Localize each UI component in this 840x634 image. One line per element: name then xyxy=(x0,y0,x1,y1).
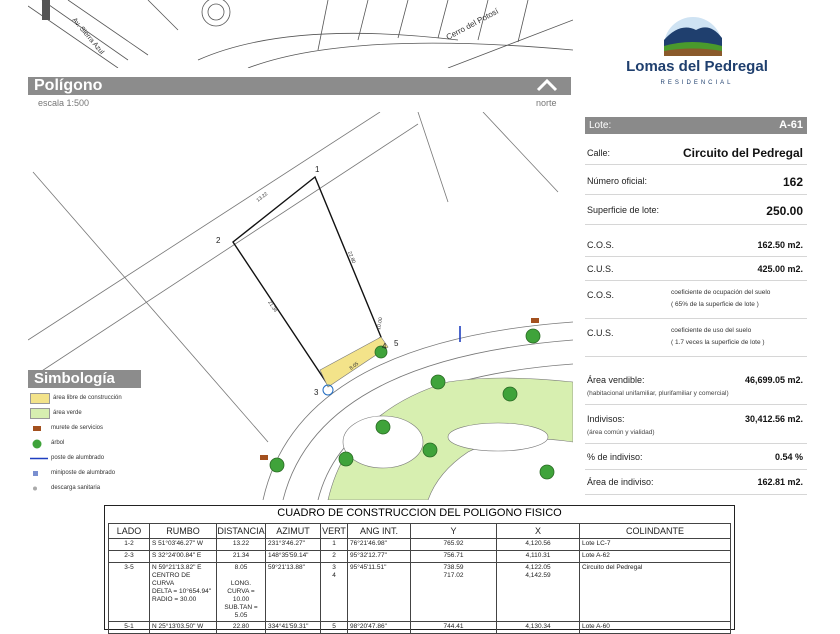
area-indiviso-label: Área de indiviso: xyxy=(587,477,654,487)
superficie-row xyxy=(585,197,807,225)
cell-x: 4,122.05 4,142.59 xyxy=(497,563,580,622)
calle-row xyxy=(585,140,807,165)
vertex-1: 1 xyxy=(315,165,320,174)
numero-value: 162 xyxy=(782,175,803,189)
cell-distancia: 8.05 LONG. CURVA = 10.00 SUB.TAN = 5.05 xyxy=(217,563,266,622)
indivisos-note: (área común y vialidad) xyxy=(587,429,655,436)
table-row xyxy=(109,551,731,563)
pct-indiviso-row xyxy=(585,447,807,470)
cell-colindante: Lote A-62 xyxy=(580,551,731,563)
calle-value: Circuito del Pedregal xyxy=(682,146,803,160)
light-pole-icon xyxy=(30,454,48,463)
cell-distancia: 21.34 xyxy=(217,551,266,563)
service-box-icon-2 xyxy=(260,455,268,460)
site-plan xyxy=(28,112,573,500)
side-length-2: 21.34 xyxy=(266,299,279,314)
service-box-icon xyxy=(531,318,539,323)
vendible-value: 46,699.05 m2. xyxy=(744,375,803,385)
indivisos-row xyxy=(585,409,807,444)
legend-item-pole: poste de alumbrado xyxy=(30,452,104,464)
construction-table xyxy=(108,523,731,634)
cos-label: C.O.S. xyxy=(587,240,615,250)
numero-label: Número oficial: xyxy=(587,176,648,186)
indivisos-value: 30,412.56 m2. xyxy=(744,414,803,424)
col-lado: LADO xyxy=(109,524,150,539)
cell-lado: 1-2 xyxy=(109,539,150,551)
legend-item-yellow: área libre de construcción xyxy=(30,392,122,404)
arc-length-label: 10.00 xyxy=(376,316,385,331)
cus-def-label: C.U.S. xyxy=(587,328,614,338)
legend-header: Simbología xyxy=(28,370,141,388)
cell-x: 4,120.56 xyxy=(497,539,580,551)
legend-item-minipole: miniposte de alumbrado xyxy=(30,467,115,479)
north-label: norte xyxy=(536,98,557,108)
table-header-row xyxy=(109,524,731,539)
lote-value: A-61 xyxy=(779,119,803,131)
cell-distancia: 13.22 xyxy=(217,539,266,551)
cell-ang-int: 95°32'12.77" xyxy=(348,551,411,563)
vertex-3: 3 xyxy=(314,388,319,397)
poligono-header: Polígono xyxy=(28,77,571,95)
calle-label: Calle: xyxy=(587,148,611,158)
vertex-labels xyxy=(216,165,399,397)
table-row xyxy=(109,539,731,551)
legend-item-sewer: descarga sanitaria xyxy=(30,482,100,494)
yellow-area-swatch xyxy=(30,393,50,404)
street-label-2: Cerro del Potosí xyxy=(444,6,500,42)
area-indiviso-row xyxy=(585,472,807,495)
vertex-5: 5 xyxy=(394,339,399,348)
cell-rumbo: S 32°24'00.84" E xyxy=(150,551,217,563)
top-map xyxy=(28,0,573,68)
service-box-icon xyxy=(30,424,48,433)
superficie-label: Superficie de lote: xyxy=(587,205,660,215)
cos-def-text: coeficiente de ocupación del suelo xyxy=(671,289,771,296)
cus-definition-row xyxy=(585,320,807,357)
area-indiviso-value: 162.81 m2. xyxy=(757,477,803,487)
col-rumbo: RUMBO xyxy=(150,524,217,539)
cell-colindante: Lote A-60 xyxy=(580,622,731,634)
cos-value: 162.50 m2. xyxy=(757,240,803,250)
logo-mark-icon xyxy=(662,16,724,56)
green-area xyxy=(328,378,573,500)
vendible-label: Área vendible: xyxy=(587,375,645,385)
cos-def-text-2: ( 65% de la superficie de lote ) xyxy=(671,301,759,308)
vertex-4: 4 xyxy=(382,342,387,351)
scale-label: escala 1:500 xyxy=(38,98,90,108)
lote-header xyxy=(585,117,807,134)
pct-value: 0.54 % xyxy=(774,452,803,462)
construction-table-title: CUADRO DE CONSTRUCCION DEL POLIGONO FISICO xyxy=(277,507,562,519)
street-label-1: Av. Sierra Azul xyxy=(70,16,105,56)
col-azimut: AZIMUT xyxy=(266,524,321,539)
side-length-4: 8.05 xyxy=(348,360,360,372)
col-colindante: COLINDANTE xyxy=(580,524,731,539)
side-length-1: 13.22 xyxy=(255,191,270,204)
green-area-swatch xyxy=(30,408,50,419)
cell-azimut: 148°35'59.14" xyxy=(266,551,321,563)
col-x: X xyxy=(497,524,580,539)
cell-lado: 2-3 xyxy=(109,551,150,563)
legend-item-green: área verde xyxy=(30,407,82,419)
col-ang-int: ANG INT. xyxy=(348,524,411,539)
cell-y: 765.92 xyxy=(411,539,497,551)
cell-ang-int: 98°20'47.86" xyxy=(348,622,411,634)
cell-vert: 1 xyxy=(321,539,348,551)
cell-y: 738.59 717.02 xyxy=(411,563,497,622)
cell-rumbo: N 59°21'13.82" E CENTRO DE CURVA DELTA = 10°654.94" RADIO = 30.00 xyxy=(150,563,217,622)
tree-icon xyxy=(30,439,48,448)
cell-rumbo: S 51°03'46.27" W xyxy=(150,539,217,551)
cell-vert: 3 4 xyxy=(321,563,348,622)
superficie-value: 250.00 xyxy=(766,204,803,218)
cell-colindante: Circuito del Pedregal xyxy=(580,563,731,622)
cell-y: 756.71 xyxy=(411,551,497,563)
table-row xyxy=(109,622,731,634)
cos-def-label: C.O.S. xyxy=(587,290,615,300)
cell-lado: 3-5 xyxy=(109,563,150,622)
cell-azimut: 231°3'46.27" xyxy=(266,539,321,551)
sewer-icon xyxy=(30,484,48,493)
cus-def-text-2: ( 1.7 veces la superficie de lote ) xyxy=(671,339,765,346)
vertex-2: 2 xyxy=(216,236,221,245)
indivisos-label: Indivisos: xyxy=(587,414,625,424)
cell-vert: 2 xyxy=(321,551,348,563)
col-vert: VERT xyxy=(321,524,348,539)
col-y: Y xyxy=(411,524,497,539)
cell-x: 4,130.34 xyxy=(497,622,580,634)
cell-x: 4,110.31 xyxy=(497,551,580,563)
cell-rumbo: N 25°13'03.50" W xyxy=(150,622,217,634)
cell-ang-int: 76°21'46.98" xyxy=(348,539,411,551)
cell-vert: 5 xyxy=(321,622,348,634)
col-distancia: DISTANCIA xyxy=(217,524,266,539)
logo-name: Lomas del Pedregal xyxy=(626,58,768,75)
logo-tagline: RESIDENCIAL xyxy=(660,80,734,86)
cus-row xyxy=(585,258,807,281)
cos-row xyxy=(585,234,807,257)
cell-ang-int: 95°45'11.51" xyxy=(348,563,411,622)
mini-pole-icon xyxy=(30,469,48,478)
cus-value: 425.00 m2. xyxy=(757,264,803,274)
lote-label: Lote: xyxy=(589,120,612,131)
cell-lado: 5-1 xyxy=(109,622,150,634)
chevron-up-icon[interactable] xyxy=(534,76,560,94)
legend-item-service: murete de servicios xyxy=(30,422,103,434)
cell-colindante: Lote LC-7 xyxy=(580,539,731,551)
legend-item-tree: árbol xyxy=(30,437,64,449)
numero-row xyxy=(585,167,807,195)
side-length-3: 22.80 xyxy=(346,250,357,265)
cell-azimut: 59°21'13.88" xyxy=(266,563,321,622)
cus-def-text: coeficiente de uso del suelo xyxy=(671,327,752,334)
vendible-note: (habitacional unifamiliar, plurifamiliar y comercial) xyxy=(587,390,729,397)
table-row xyxy=(109,563,731,622)
pct-label: % de indiviso: xyxy=(587,452,643,462)
cos-definition-row xyxy=(585,282,807,319)
cell-y: 744.41 xyxy=(411,622,497,634)
cell-azimut: 334°41'59.31" xyxy=(266,622,321,634)
cus-label: C.U.S. xyxy=(587,264,614,274)
vendible-row xyxy=(585,370,807,405)
cell-distancia: 22.80 xyxy=(217,622,266,634)
